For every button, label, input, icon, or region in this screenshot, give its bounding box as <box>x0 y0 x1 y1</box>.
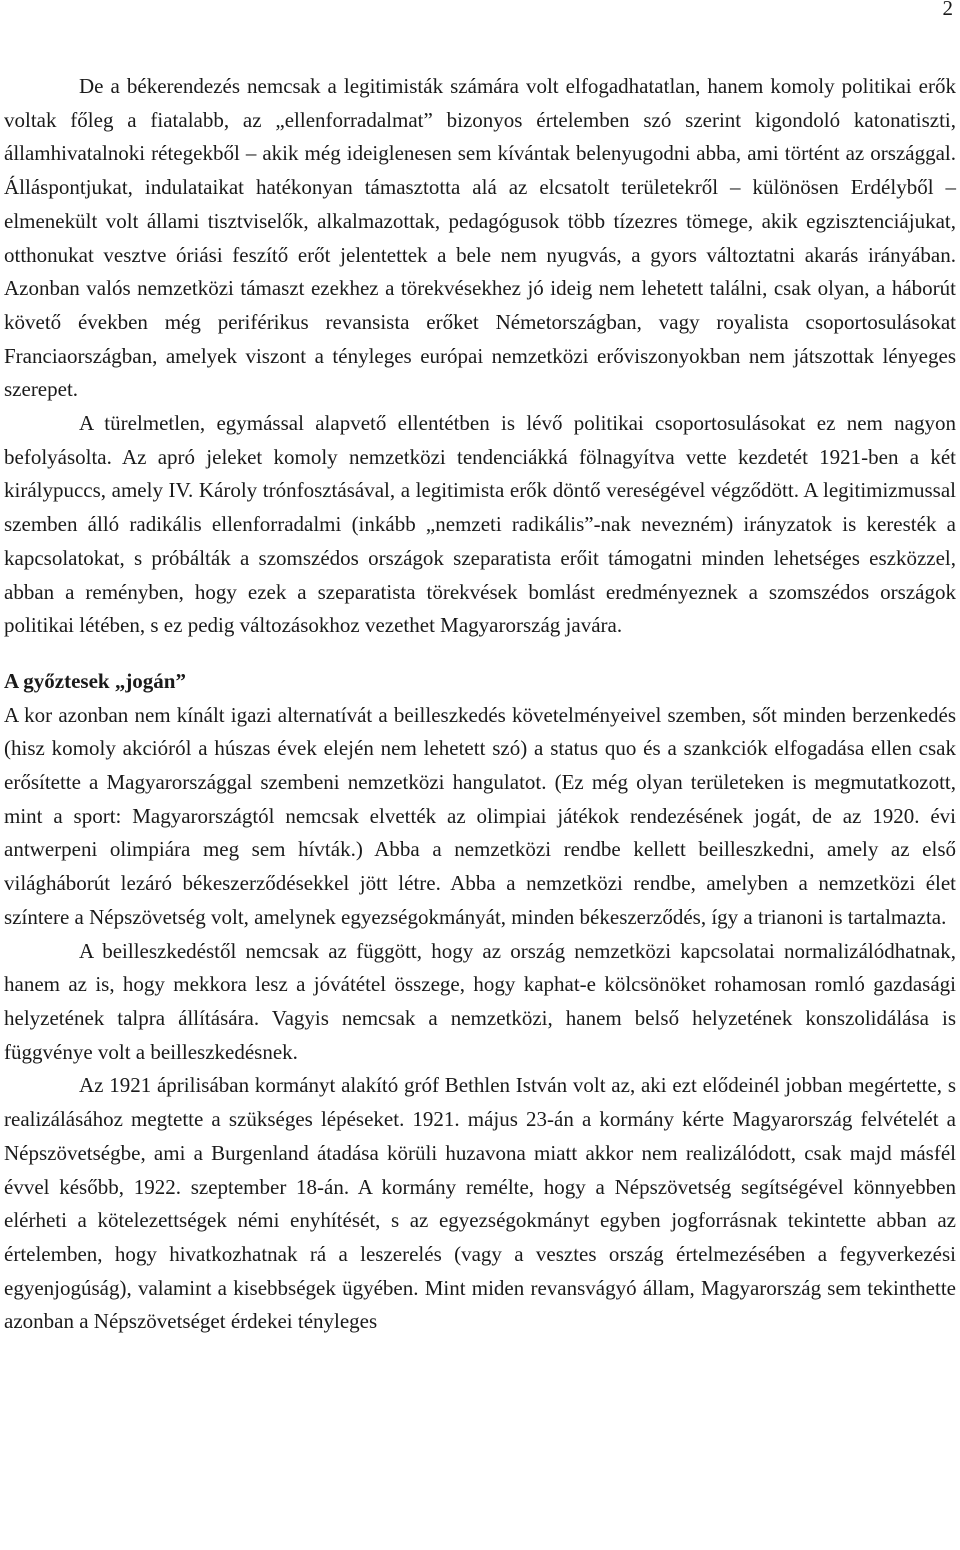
section-heading: A győztesek „jogán” <box>4 668 186 693</box>
paragraph-no-alternative: A kor azonban nem kínált igazi alternatívát a beilleszkedés követelményeivel szemben, sőt minden berzenkedés (hisz komoly akcióról a húszas évek elején nem lehetett szó) a status quo és a szankciók elfogadása ellen csak erősítette a Magyarországgal szembeni nemzetközi hangulatot. (Ez még olyan területeken is megmutatkozott, mint a sport: Magyarországtól nemcsak elvették az olimpiai játékok rendezésének jogát, de az 1920. évi antwerpeni olimpiára meg sem hívták.) Abba a nemzetközi rendbe kellett beilleszkedni, amely az első világháborút lezáró békeszerződésekkel jött létre. Abba a nemzetközi rendbe, amelyben a nemzetközi élet színtere a Népszövetség volt, amelynek egyezségokmányát, minden békeszerződés, így a trianoni is tartalmazta. <box>4 702 956 929</box>
document-body <box>4 70 956 1339</box>
page-number: 2 <box>942 0 953 20</box>
paragraph-peace-settlement: De a békerendezés nemcsak a legitimisták számára volt elfogadhatatlan, hanem komoly politikai erők voltak főleg a fiatalabb, az „ellenforradalmat” bizonyos értelemben szó szerint kigondoló katonatiszti, államhivatalnoki rétegekből – akik még ideiglenesen sem kívántak belenyugodni abba, ami történt az országgal. Álláspontjukat, indulataikat hatékonyan támasztotta alá az elcsatolt területekről – különösen Erdélyből – elmenekült volt állami tisztviselők, alkalmazottak, pedagógusok több tízezres tömege, akik egzisztenciájukat, otthonukat vesztve óriási feszítő erőt jelentettek a bele nem nyugvás, a gyors változtatni akarás irányában. Azonban valós nemzetközi támaszt ezekhez a törekvésekhez jó ideig nem lehetett találni, csak olyan, a háborút követő években még periférikus revansista erőket Németországban, vagy royalista csoportosulásokat Franciaországban, amelyek viszont a tényleges európai nemzetközi erőviszonyokban nem játszottak lényeges szerepet. <box>4 74 956 402</box>
paragraph-impatient-groups: A türelmetlen, egymással alapvető ellentétben is lévő politikai csoportosulásokat ez nem nagyon befolyásolta. Az apró jeleket komoly nemzetközi tendenciákká fölnagyítva vette kezdetét 1921-ben a két királypuccs, amely IV. Károly trónfosztásával, a legitimista erők döntő vereségével végződött. A legitimizmussal szemben álló radikális ellenforradalmi (inkább „nemzeti radikális”-nak nevezném) irányzatok is keresték a kapcsolatokat, s próbálták a szomszédos országok szeparatista erőit támogatni minden lehetséges eszközzel, abban a reményben, hogy ezek a szeparatista törekvések bomlást eredményeznek a szomszédos országok politikai létében, s ez pedig változásokhoz vezethet Magyarország javára. <box>4 411 956 638</box>
paragraph-integration: A beilleszkedéstől nemcsak az függött, hogy az ország nemzetközi kapcsolatai normalizálódhatnak, hanem az is, hogy mekkora lesz a jóvátétel összege, hogy kaphat-e kölcsönöket rohamosan romló gazdasági helyzetének talpra állítására. Vagyis nemcsak a nemzetközi, hanem belső helyzetének konszolidálása is függvénye volt a beilleszkedésnek. <box>4 938 956 1064</box>
paragraph-bethlen: Az 1921 áprilisában kormányt alakító gróf Bethlen István volt az, aki ezt elődeinél jobban megértette, s realizálásához megtette a szükséges lépéseket. 1921. május 23-án a kormány kérte Magyarország felvételét a Népszövetségbe, ami a Burgenland átadása körüli huzavona miatt akkor nem realizálódott, csak majd másfél évvel később, 1922. szeptember 18-án. A kormány remélte, hogy a Népszövetség segítségével könnyebben elérheti a kötelezettségek némi enyhítését, s az egyezségokmányt egyben jogforrásnak tekintette abban az értelemben, hogy hivatkozhatnak rá a leszerelés (vagy a vesztes ország értelmezésében a fegyverkezési egyenjogúság), valamint a kisebbségek ügyében. Mint miden revansvágyó állam, Magyarország sem tekinthette azonban a Népszövetséget érdekei tényleges <box>4 1073 956 1334</box>
